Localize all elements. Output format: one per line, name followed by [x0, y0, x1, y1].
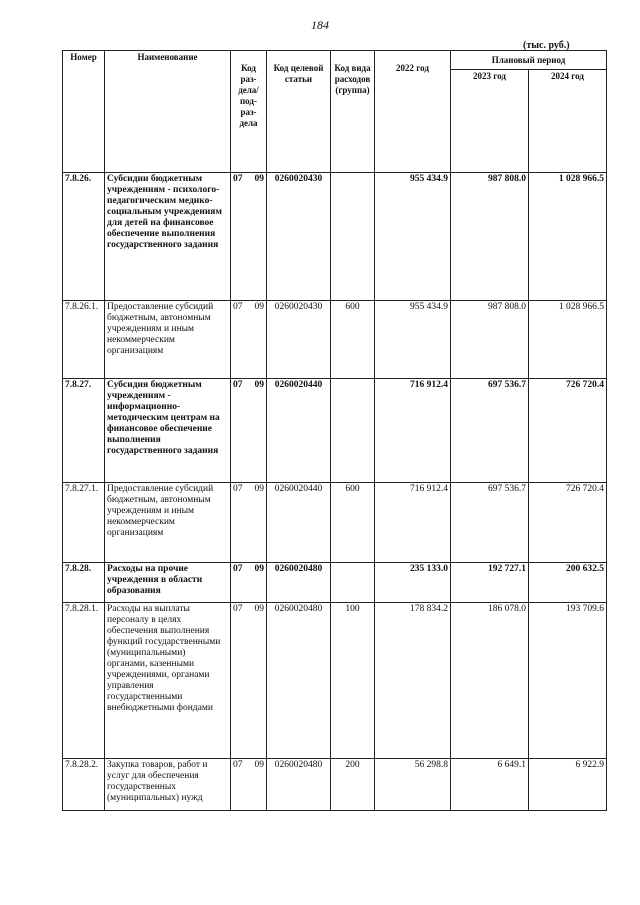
row-type — [331, 379, 375, 483]
row-name: Расходы на прочие учреждения в области образования — [105, 563, 231, 603]
row-number: 7.8.28. — [63, 563, 105, 603]
row-number: 7.8.26.1. — [63, 301, 105, 379]
row-2022: 955 434.9 — [375, 173, 451, 301]
header-2022: 2022 год — [375, 51, 451, 173]
row-2024: 1 028 966.5 — [529, 173, 607, 301]
row-2022: 955 434.9 — [375, 301, 451, 379]
row-section: 07 — [231, 483, 247, 563]
row-subsection: 09 — [247, 379, 267, 483]
row-2022: 56 298.8 — [375, 759, 451, 811]
row-number: 7.8.27.1. — [63, 483, 105, 563]
row-2023: 186 078.0 — [451, 603, 529, 759]
budget-table — [62, 50, 607, 811]
row-type — [331, 563, 375, 603]
row-2023: 987 808.0 — [451, 301, 529, 379]
row-2022: 235 133.0 — [375, 563, 451, 603]
row-target: 0260020480 — [267, 563, 331, 603]
row-name: Предоставление субсидий бюджетным, автономным учреждениям и иным некоммерческим организациям — [105, 301, 231, 379]
row-name: Предоставление субсидий бюджетным, автономным учреждениям и иным некоммерческим организациям — [105, 483, 231, 563]
table-row — [63, 483, 607, 563]
row-section: 07 — [231, 173, 247, 301]
row-section: 07 — [231, 603, 247, 759]
unit-note: (тыс. руб.) — [523, 40, 570, 51]
row-subsection: 09 — [247, 563, 267, 603]
row-target: 0260020430 — [267, 173, 331, 301]
table-row — [63, 173, 607, 301]
row-2022: 716 912.4 — [375, 483, 451, 563]
row-name: Закупка товаров, работ и услуг для обеспечения государственных (муниципальных) нужд — [105, 759, 231, 811]
table-row — [63, 603, 607, 759]
row-2024: 193 709.6 — [529, 603, 607, 759]
row-type: 100 — [331, 603, 375, 759]
row-number: 7.8.26. — [63, 173, 105, 301]
row-name: Субсидии бюджетным учреждениям - психолого-педагогическим медико-социальным учреждениям для детей на финансовое обеспечение выполнения государственного задания — [105, 173, 231, 301]
row-2024: 726 720.4 — [529, 483, 607, 563]
row-number: 7.8.27. — [63, 379, 105, 483]
row-number: 7.8.28.1. — [63, 603, 105, 759]
row-2023: 987 808.0 — [451, 173, 529, 301]
header-target: Код целевой статьи — [267, 51, 331, 173]
row-target: 0260020480 — [267, 759, 331, 811]
header-planned-period: Плановый период — [451, 51, 607, 70]
row-subsection: 09 — [247, 603, 267, 759]
row-type: 600 — [331, 301, 375, 379]
table-row — [63, 301, 607, 379]
row-2023: 6 649.1 — [451, 759, 529, 811]
row-subsection: 09 — [247, 483, 267, 563]
row-2022: 178 834.2 — [375, 603, 451, 759]
row-2024: 6 922.9 — [529, 759, 607, 811]
page-number: 184 — [311, 18, 329, 32]
row-2023: 697 536.7 — [451, 483, 529, 563]
row-2024: 726 720.4 — [529, 379, 607, 483]
row-target: 0260020440 — [267, 483, 331, 563]
row-2022: 716 912.4 — [375, 379, 451, 483]
row-subsection: 09 — [247, 759, 267, 811]
row-section: 07 — [231, 759, 247, 811]
row-target: 0260020480 — [267, 603, 331, 759]
row-2024: 200 632.5 — [529, 563, 607, 603]
row-type: 200 — [331, 759, 375, 811]
row-name: Расходы на выплаты персоналу в целях обеспечения выполнения функций государственными (муниципальными) органами, казенными учреждениями, органами управления государственными внебюджетными фондами — [105, 603, 231, 759]
header-2023: 2023 год — [451, 70, 529, 173]
row-2024: 1 028 966.5 — [529, 301, 607, 379]
row-name: Субсидия бюджетным учреждениям - информационно-методическим центрам на финансовое обеспечение выполнения государственного задания — [105, 379, 231, 483]
row-subsection: 09 — [247, 173, 267, 301]
row-type — [331, 173, 375, 301]
row-section: 07 — [231, 563, 247, 603]
row-target: 0260020440 — [267, 379, 331, 483]
table-row — [63, 379, 607, 483]
row-2023: 192 727.1 — [451, 563, 529, 603]
header-number: Номер — [63, 51, 105, 173]
table-row — [63, 563, 607, 603]
header-2024: 2024 год — [529, 70, 607, 173]
row-2023: 697 536.7 — [451, 379, 529, 483]
header-type: Код вида расходов (группа) — [331, 51, 375, 173]
row-subsection: 09 — [247, 301, 267, 379]
header-name: Наименование — [105, 51, 231, 173]
row-section: 07 — [231, 379, 247, 483]
row-section: 07 — [231, 301, 247, 379]
row-type: 600 — [331, 483, 375, 563]
row-target: 0260020430 — [267, 301, 331, 379]
row-number: 7.8.28.2. — [63, 759, 105, 811]
table-row — [63, 759, 607, 811]
header-section: Код раз-дела/ под-раз-дела — [231, 51, 267, 173]
